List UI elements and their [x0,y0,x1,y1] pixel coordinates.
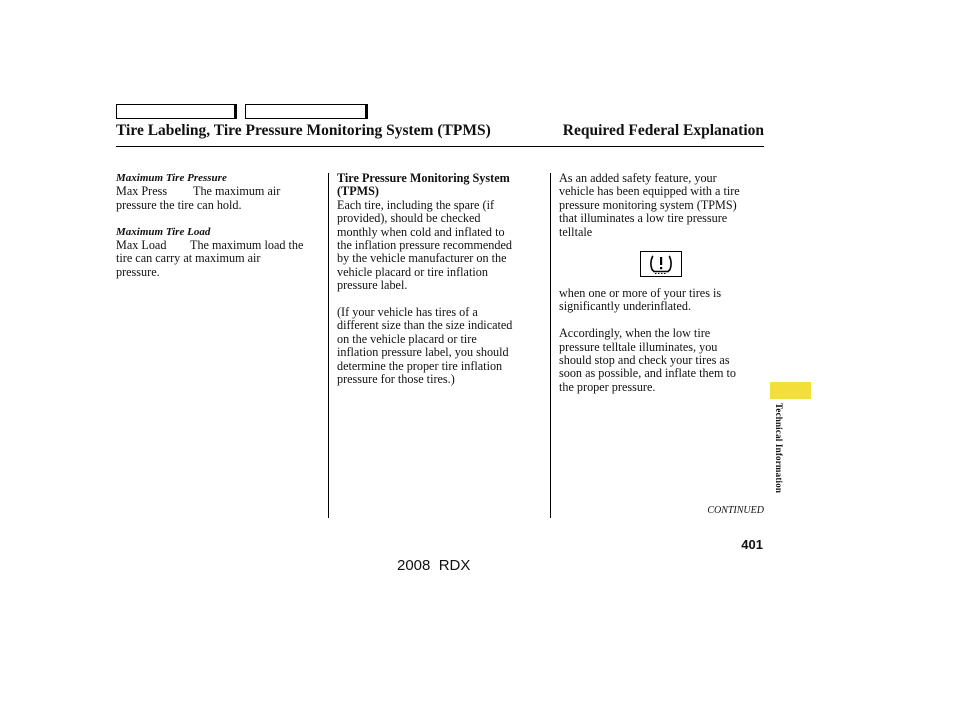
col2-para1-line: monthly when cold and inflated to [337,224,505,239]
col2-para1-line: by the vehicle manufacturer on the [337,251,507,266]
max-load-text-c: pressure. [116,264,160,279]
col3-para2-line: significantly underinflated. [559,299,691,314]
tpms-heading-line2: (TPMS) [337,184,379,199]
max-pressure-heading: Maximum Tire Pressure [116,172,227,184]
col3-para3-line: Accordingly, when the low tire [559,326,711,341]
column-3 [559,172,765,394]
col3-para3-line: soon as possible, and inflate them to [559,366,737,381]
col2-para2-line: determine the proper tire inflation [337,358,503,373]
title-right: Required Federal Explanation [562,122,764,139]
col3-para1-line: that illuminates a low tire pressure [559,211,728,226]
nav-box-1[interactable] [116,104,237,119]
max-load-text-b: tire can carry at maximum air [116,251,261,266]
page-number: 401 [741,537,763,552]
max-pressure-line [116,185,321,198]
column-2 [337,172,543,386]
title-rule [116,146,764,147]
col2-para2-line: inflation pressure label, you should [337,345,509,360]
max-load-text-a: The maximum load the [190,238,304,253]
column-1 [116,172,321,279]
max-press-text-a: The maximum air [193,184,281,199]
title-left: Tire Labeling, Tire Pressure Monitoring System (TPMS) [116,122,491,139]
page-title [116,121,764,141]
tpms-heading-line1: Tire Pressure Monitoring System [337,171,510,185]
col2-para2-line: different size than the size indicated [337,318,513,333]
col2-para2-line: (If your vehicle has tires of a [337,305,478,320]
nav-box-2[interactable] [245,104,368,119]
max-load-term: Max Load [116,238,167,253]
col2-para1-line: the inflation pressure recommended [337,238,512,253]
col3-para3-line: pressure telltale illuminates, you [559,339,718,354]
col3-para1-line: As an added safety feature, your [559,171,717,185]
section-tab[interactable] [770,382,811,399]
col2-para1-line: Each tire, including the spare (if [337,197,495,212]
side-tab-label: Technical Information [774,403,784,494]
column-divider-2 [550,173,551,518]
column-divider-1 [328,173,329,518]
max-load-line [116,239,321,252]
col2-para2-line: on the vehicle placard or tire [337,331,477,346]
continued-label: CONTINUED [707,505,764,516]
col3-para1-line: telltale [559,224,593,239]
col3-para1-line: vehicle has been equipped with a tire [559,184,740,199]
max-press-term: Max Press [116,184,168,199]
col2-para1-line: vehicle placard or tire inflation [337,264,488,279]
col3-para3-line: should stop and check your tires as [559,353,730,368]
model-footer: 2008 RDX [397,557,471,574]
col2-para1-line: provided), should be checked [337,211,481,226]
max-load-heading: Maximum Tire Load [116,225,211,238]
col3-para2-line: when one or more of your tires is [559,286,722,301]
col2-para2-line: pressure for those tires.) [337,372,455,387]
low-tire-pressure-telltale-icon [640,251,682,277]
col2-para1-line: pressure label. [337,278,408,293]
max-press-text-b: pressure the tire can hold. [116,197,242,212]
col3-para3-line: the proper pressure. [559,379,656,394]
col3-para1-line: pressure monitoring system (TPMS) [559,197,737,212]
